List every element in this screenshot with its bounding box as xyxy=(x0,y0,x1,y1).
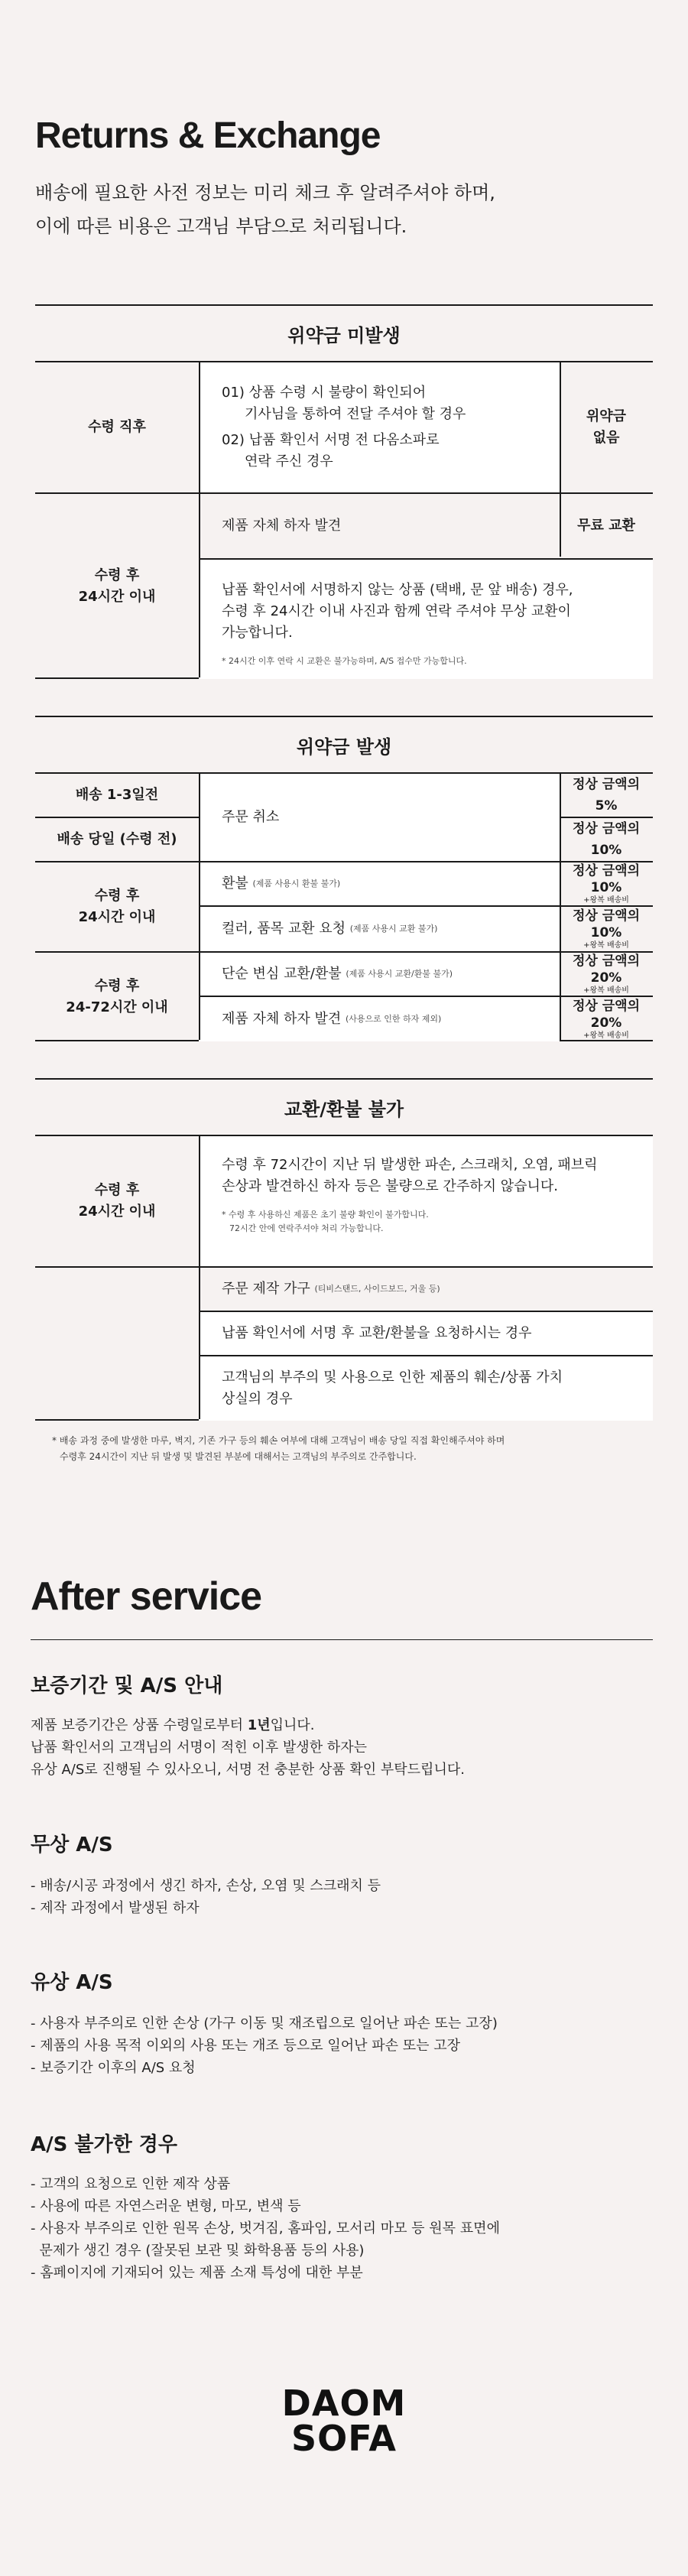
label-24-72h: 수령 후 24-72시간 이내 xyxy=(66,978,168,1015)
row-label-immediate: 수령 직후 xyxy=(88,419,146,435)
defect-result: 정상 금액의 20% +왕복 배송비 xyxy=(572,999,641,1040)
no-exchange-label: 수령 후 24시간 이내 xyxy=(78,1182,156,1220)
no-as-title: A/S 불가한 경우 xyxy=(31,2133,178,2156)
label-24h: 수령 후 24시간 이내 xyxy=(78,888,156,925)
intro-line-1: 배송에 필요한 사전 정보는 미리 체크 후 알려주셔야 하며, xyxy=(35,182,495,203)
no-exchange-main: 수령 후 72시간이 지난 뒤 발생한 파손, 스크래치, 오염, 패브릭 손상과 발견하신 하자 등은 불량으로 간주하지 않습니다. * 수령 후 사용하신 제품은 초기 불량 확인이 불가합니다. 72시간 안에 연락주셔야 처리 가능합니다. xyxy=(199,1136,653,1266)
warranty-text: 제품 보증기간은 상품 수령일로부터 1년입니다. 납품 확인서의 고객님의 서명이 적힌 이후 발생한 하자는 유상 A/S로 진행될 수 있사오니, 서명 전 충분한 상품 확인 부탁드립니다. xyxy=(31,1717,465,1778)
daom-sofa-logo: DAOM SOFA xyxy=(281,2383,407,2459)
paid-as-list: - 사용자 부주의로 인한 손상 (가구 이동 및 재조립으로 일어난 파손 또는 고장) - 제품의 사용 목적 이외의 사용 또는 개조 등으로 일어난 파손 또는 고장 - 보증기간 이후의 A/S 요청 xyxy=(31,2016,498,2076)
row1-content xyxy=(199,362,560,492)
row2-detail: 납품 확인서에 서명하지 않는 상품 (택배, 문 앞 배송) 경우, 수령 후 24시간 이내 사진과 함께 연락 주셔야 무상 교환이 가능합니다. * 24시간 이후 연락 시 교환은 불가능하며, A/S 접수만 가능합니다. xyxy=(199,560,653,679)
label-3days: 배송 1-3일전 xyxy=(75,787,159,803)
change-of-mind-result: 정상 금액의 20% +왕복 배송비 xyxy=(572,953,641,995)
no-as-list: - 고객의 요청으로 인한 제작 상품 - 사용에 따른 자연스러운 변형, 마모, 변색 등 - 사용자 부주의로 인한 원목 손상, 벗겨짐, 홈파임, 모서리 마모 등 원목 표면에 문제가 생긴 경우 (잘못된 보관 및 화학용품 등의 사용) - 홈페이지에 기재되어 있는 제품 소재 특성에 대한 부분 xyxy=(31,2176,500,2281)
free-as-list: - 배송/시공 과정에서 생긴 하자, 손상, 오염 및 스크래치 등 - 제작 과정에서 발생된 하자 xyxy=(31,1878,381,1916)
no-penalty-header: 위약금 미발생 xyxy=(35,304,653,362)
paid-as-title: 유상 A/S xyxy=(31,1971,113,1994)
defect-item: 제품 자체 하자 발견 (사용으로 인한 하자 제외) xyxy=(199,997,560,1041)
row2-result: 무료 교환 xyxy=(577,518,635,534)
returns-title: Returns & Exchange xyxy=(35,115,381,156)
no-penalty-table xyxy=(35,362,653,679)
penalty-section xyxy=(35,716,653,1041)
penalty-header: 위약금 발생 xyxy=(35,716,653,774)
result-5: 정상 금액의 5% xyxy=(572,777,641,814)
signed-request-item: 납품 확인서에 서명 후 교환/환불을 요청하시는 경우 xyxy=(199,1312,653,1355)
after-service-title: After service xyxy=(31,1574,262,1619)
row-label-24h: 수령 후 24시간 이내 xyxy=(78,567,156,605)
no-exchange-footnote: * 배송 과정 중에 발생한 마루, 벽지, 기존 가구 등의 훼손 여부에 대해 고객님이 배송 당일 직접 확인해주셔야 하며 수령후 24시간이 지난 뒤 발생 및 발견된 부분에 대해서는 고객님의 부주의로 간주합니다. xyxy=(52,1435,505,1462)
no-penalty-section xyxy=(35,304,653,679)
cancel-cell: 주문 취소 xyxy=(199,774,560,861)
row1-item-2b: 연락 주신 경우 xyxy=(245,453,333,469)
returns-intro xyxy=(35,176,495,243)
label-delivery-day: 배송 당일 (수령 전) xyxy=(57,831,177,847)
no-exchange-header: 교환/환불 불가 xyxy=(35,1078,653,1136)
no-exchange-table xyxy=(35,1136,653,1421)
warranty-title: 보증기간 및 A/S 안내 xyxy=(31,1675,223,1697)
no-exchange-section xyxy=(35,1078,653,1465)
change-of-mind-item: 단순 변심 교환/환불 (제품 사용시 교환/환불 불가) xyxy=(199,953,560,996)
row2-note: * 24시간 이후 연락 시 교환은 불가능하며, A/S 접수만 가능합니다. xyxy=(222,656,467,666)
color-exchange-item: 컬러, 품목 교환 요청 (제품 사용시 교환 불가) xyxy=(199,907,560,951)
row1-item-2: 02) 납품 확인서 서명 전 다옴소파로 xyxy=(222,432,440,448)
refund-result: 정상 금액의 10% +왕복 배송비 xyxy=(572,863,641,905)
penalty-table xyxy=(35,774,653,1041)
custom-furniture-item: 주문 제작 가구 (티비스탠드, 사이드보드, 거울 등) xyxy=(222,1281,440,1297)
row1-item-1b: 기사님을 통하여 전달 주셔야 할 경우 xyxy=(245,406,466,422)
free-as-title: 무상 A/S xyxy=(31,1834,113,1856)
customer-damage-item: 고객님의 부주의 및 사용으로 인한 제품의 훼손/상품 가치 상실의 경우 xyxy=(199,1356,653,1421)
row1-item-1: 01) 상품 수령 시 불량이 확인되어 xyxy=(222,385,427,401)
row2-item: 제품 자체 하자 발견 xyxy=(222,518,342,534)
refund-item: 환불 (제품 사용시 환불 불가) xyxy=(199,862,560,905)
intro-line-2: 이에 따른 비용은 고객님 부담으로 처리됩니다. xyxy=(35,216,407,237)
result-10-delivery: 정상 금액의 10% xyxy=(572,821,641,858)
row1-result: 위약금 없음 xyxy=(586,408,627,446)
color-exchange-result: 정상 금액의 10% +왕복 배송비 xyxy=(572,908,641,950)
